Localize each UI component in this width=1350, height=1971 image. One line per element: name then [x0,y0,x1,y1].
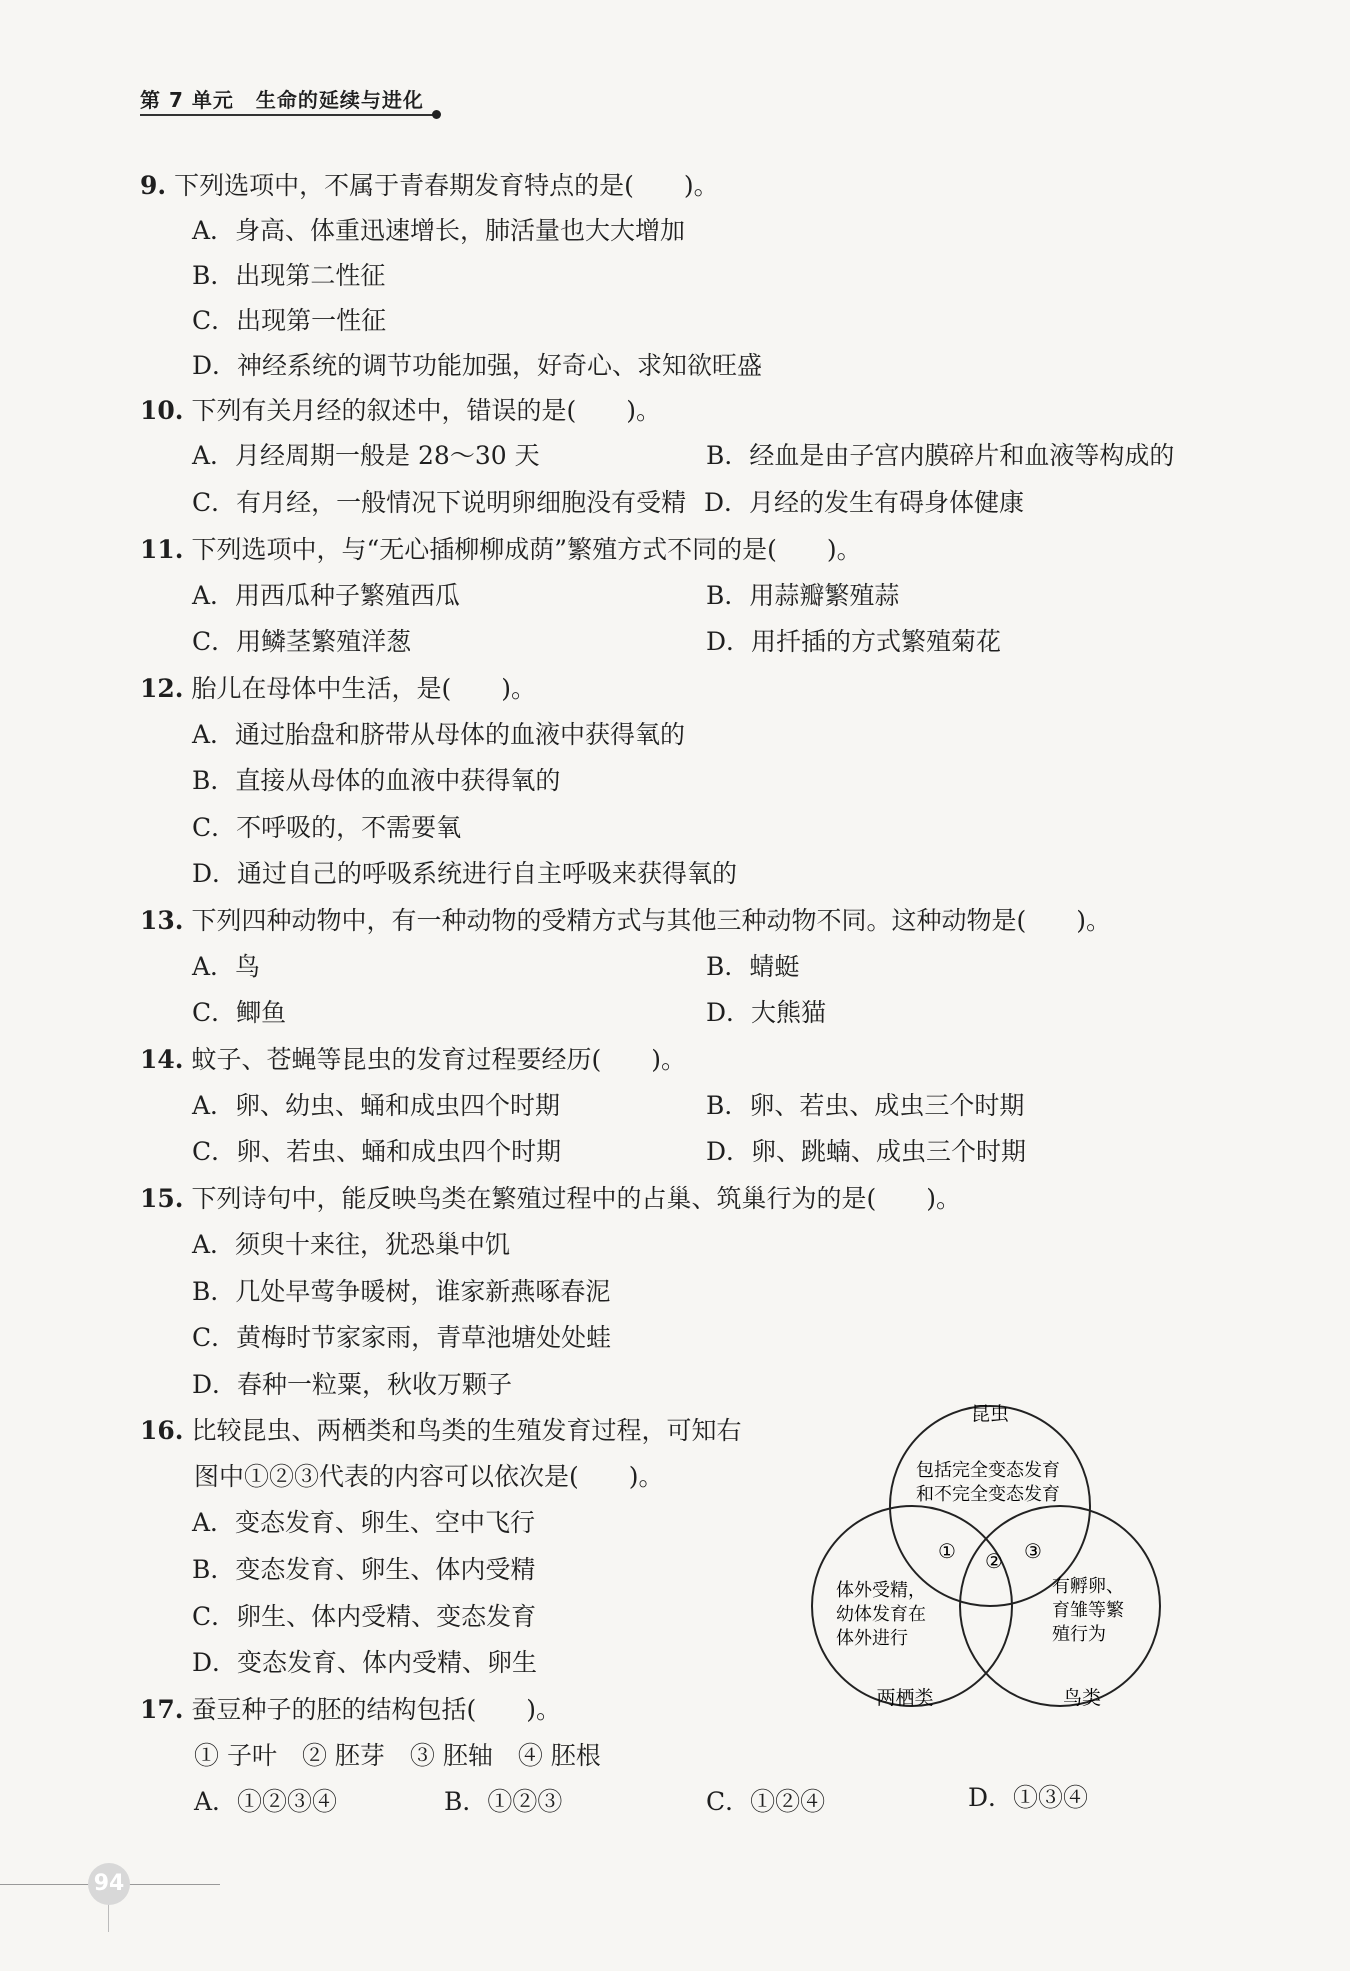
question-12-option-d: D．通过自己的呼吸系统进行自主呼吸来获得氧的 [192,859,738,888]
question-9-stem: 9. 下列选项中，不属于青春期发育特点的是( )。 [140,171,719,200]
question-17-option-b: B．①②③ [444,1787,563,1816]
question-14-option-b: B．卵、若虫、成虫三个时期 [706,1091,1025,1120]
venn-label-insects: 昆虫 [970,1403,1010,1425]
question-12-option-b: B．直接从母体的血液中获得氧的 [192,766,561,795]
venn-insects-text-2: 和不完全变态发育 [916,1484,1060,1505]
question-10-stem: 10. 下列有关月经的叙述中，错误的是( )。 [140,396,662,425]
question-15-option-c: C．黄梅时节家家雨，青草池塘处处蛙 [192,1323,612,1352]
question-13-option-b: B．蜻蜓 [706,952,800,981]
venn-mark-3: ③ [1024,1539,1042,1563]
venn-amphibians-text-2: 幼体发育在 [836,1604,926,1625]
question-11-option-b: B．用蒜瓣繁殖蒜 [706,581,900,610]
venn-mark-1: ① [938,1539,956,1563]
question-17-option-a: A．①②③④ [194,1787,338,1816]
question-16-option-c: C．卵生、体内受精、变态发育 [192,1602,537,1631]
question-10-option-b: B．经血是由子宫内膜碎片和血液等构成的 [706,441,1175,470]
question-15-option-a: A．须臾十来往，犹恐巢中饥 [192,1230,511,1259]
question-14-option-d: D．卵、跳蝻、成虫三个时期 [706,1137,1027,1166]
question-16-option-d: D．变态发育、体内受精、卵生 [192,1648,538,1677]
question-11-option-c: C．用鳞茎繁殖洋葱 [192,627,412,656]
header-rule [140,114,436,116]
question-15-option-d: D．春种一粒粟，秋收万颗子 [192,1370,513,1399]
question-14-option-c: C．卵、若虫、蛹和成虫四个时期 [192,1137,562,1166]
question-17-stem: 17. 蚕豆种子的胚的结构包括( )。 [140,1695,562,1724]
venn-birds-text-3: 殖行为 [1052,1624,1106,1645]
venn-label-birds: 鸟类 [1062,1687,1102,1709]
unit-label: 第 7 单元 [140,88,234,112]
question-9-option-c: C．出现第一性征 [192,306,387,335]
question-10-option-a: A．月经周期一般是 28～30 天 [192,441,540,470]
question-17-option-d: D．①③④ [968,1783,1089,1812]
venn-diagram [800,1400,1200,1730]
running-header [140,84,424,113]
unit-title: 生命的延续与进化 [255,88,424,112]
question-11-option-d: D．用扦插的方式繁殖菊花 [706,627,1002,656]
question-15-option-b: B．几处早莺争暖树，谁家新燕啄春泥 [192,1277,611,1306]
question-16-stem: 16. 比较昆虫、两栖类和鸟类的生殖发育过程，可知右 [140,1416,742,1445]
venn-birds-text-1: 有孵卵、 [1052,1576,1124,1597]
question-17-option-c: C．①②④ [706,1787,826,1816]
question-11-option-a: A．用西瓜种子繁殖西瓜 [192,581,461,610]
question-16-stem-line-2: 图中①②③代表的内容可以依次是( )。 [194,1462,664,1491]
question-9-option-a: A．身高、体重迅速增长，肺活量也大大增加 [192,216,686,245]
question-11-stem: 11. 下列选项中，与“无心插柳柳成荫”繁殖方式不同的是( )。 [140,535,862,564]
question-13-stem: 13. 下列四种动物中，有一种动物的受精方式与其他三种动物不同。这种动物是( )。 [140,906,1112,935]
question-12-stem: 12. 胎儿在母体中生活，是( )。 [140,674,537,703]
question-10-option-d: D．月经的发生有碍身体健康 [704,488,1025,517]
question-12-option-a: A．通过胎盘和脐带从母体的血液中获得氧的 [192,720,686,749]
header-dot [432,110,441,119]
question-12-option-c: C．不呼吸的，不需要氧 [192,813,462,842]
question-13-option-a: A．鸟 [192,952,261,981]
question-9-option-d: D．神经系统的调节功能加强，好奇心、求知欲旺盛 [192,351,763,380]
question-17-items: ① 子叶 ② 胚芽 ③ 胚轴 ④ 胚根 [194,1741,601,1770]
question-14-stem: 14. 蚊子、苍蝇等昆虫的发育过程要经历( )。 [140,1045,687,1074]
question-9-option-b: B．出现第二性征 [192,261,386,290]
question-10-option-c: C．有月经，一般情况下说明卵细胞没有受精 [192,488,687,517]
question-16-option-b: B．变态发育、卵生、体内受精 [192,1555,536,1584]
question-14-option-a: A．卵、幼虫、蛹和成虫四个时期 [192,1091,561,1120]
venn-insects-text-1: 包括完全变态发育 [916,1460,1060,1481]
question-13-option-d: D．大熊猫 [706,998,827,1027]
venn-amphibians-text-1: 体外受精， [836,1580,926,1601]
venn-mark-2: ② [985,1549,1003,1573]
page-number-area [0,1860,230,1920]
page-number: 94 [88,1863,130,1905]
venn-label-amphibians: 两栖类 [876,1687,934,1709]
venn-birds-text-2: 育雏等繁 [1052,1600,1124,1621]
venn-amphibians-text-3: 体外进行 [836,1628,908,1649]
question-13-option-c: C．鲫鱼 [192,998,287,1027]
question-16-option-a: A．变态发育、卵生、空中飞行 [192,1508,536,1537]
question-15-stem: 15. 下列诗句中，能反映鸟类在繁殖过程中的占巢、筑巢行为的是( )。 [140,1184,962,1213]
